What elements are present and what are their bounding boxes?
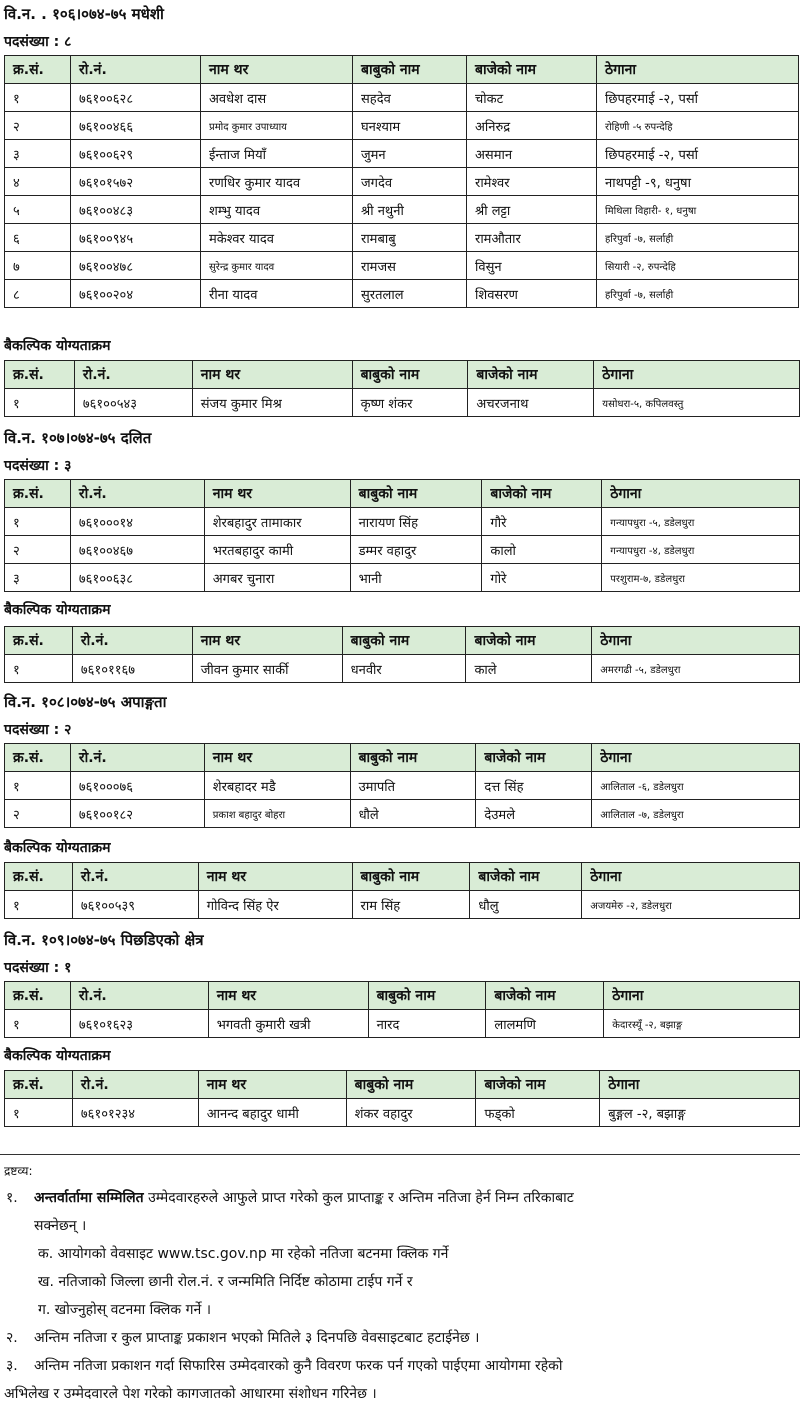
table-cell: डम्मर वहादुर: [350, 536, 482, 564]
table-cell: असमान: [467, 140, 597, 168]
column-header: क्र.सं.: [5, 982, 71, 1010]
note-3-continued: अभिलेख र उम्मेदवारले पेश गरेको कागजातको आधारमा संशोधन गरिनेछ ।: [4, 1386, 377, 1402]
table-cell: छिपहरमाई -२, पर्सा: [597, 140, 799, 168]
table-cell: कृष्ण शंकर: [352, 389, 468, 417]
table-cell: शिवसरण: [467, 280, 597, 308]
table-cell: ७६१०००७६: [70, 772, 204, 800]
note-1a: क. आयोगको वेवसाइट www.tsc.gov.np मा रहेको नतिजा बटनमा क्लिक गर्ने: [38, 1246, 449, 1262]
table-cell: परशुराम-७, डडेलधुरा: [602, 564, 800, 592]
column-header: बाजेको नाम: [476, 1071, 600, 1099]
table-row: [5, 800, 800, 828]
column-header: रो.नं.: [70, 982, 208, 1010]
header-row: [5, 361, 800, 389]
table-cell: भगवती कुमारी खत्री: [208, 1010, 368, 1038]
table-cell: ७: [5, 252, 71, 280]
table-cell: अवधेश दास: [201, 84, 353, 112]
table-row: [5, 168, 799, 196]
column-header: नाम थर: [204, 480, 350, 508]
table-cell: १: [5, 84, 71, 112]
table-cell: गन्यापधुरा -४, डडेलधुरा: [602, 536, 800, 564]
table-cell: मिथिला विहारी- १, धनुषा: [597, 196, 799, 224]
notes-heading: द्रष्टव्य:: [4, 1164, 33, 1178]
table-cell: धनवीर: [342, 655, 466, 683]
table-cell: यसोधरा-५, कपिलवस्तु: [594, 389, 800, 417]
table-cell: प्रमोद कुमार उपाध्याय: [201, 112, 353, 140]
divider: [0, 1154, 800, 1155]
header-row: [5, 480, 800, 508]
note-1-rest: उम्मेदवारहरुले आफुले प्राप्त गरेको कुल प्राप्ताङ्क र अन्तिम नतिजा हेर्न निम्न तरिकाबाट: [143, 1190, 574, 1206]
table-cell: देउमले: [476, 800, 592, 828]
note-2: अन्तिम नतिजा र कुल प्राप्ताङ्क प्रकाशन भएको मितिले ३ दिनपछि वेवसाइटबाट हटाईनेछ ।: [34, 1330, 480, 1346]
post-count: पदसंख्या : ३: [4, 458, 72, 474]
table-cell: ७६१०११६७: [72, 655, 192, 683]
table-row: [5, 112, 799, 140]
table-cell: १: [5, 891, 73, 919]
column-header: बाबुको नाम: [352, 361, 468, 389]
column-header: बाबुको नाम: [350, 744, 476, 772]
table-cell: अजयमेरु -२, डडेलधुरा: [582, 891, 800, 919]
column-header: बाबुको नाम: [342, 627, 466, 655]
column-header: बाबुको नाम: [368, 982, 486, 1010]
column-header: क्र.सं.: [5, 744, 71, 772]
table-row: [5, 196, 799, 224]
table-cell: १: [5, 389, 75, 417]
column-header: ठेगाना: [602, 480, 800, 508]
column-header: ठेगाना: [582, 863, 800, 891]
column-header: बाजेको नाम: [486, 982, 604, 1010]
table-cell: अचरजनाथ: [468, 389, 594, 417]
post-count: पदसंख्या : १: [4, 960, 72, 976]
column-header: रो.नं.: [72, 627, 192, 655]
table-row: [5, 536, 800, 564]
column-header: बाजेको नाम: [467, 56, 597, 84]
table-cell: ६: [5, 224, 71, 252]
table-cell: आनन्द बहादुर धामी: [198, 1099, 346, 1127]
section-title: वि.न. . १०६।०७४-७५ मधेशी: [4, 5, 164, 23]
table-row: [5, 252, 799, 280]
column-header: क्र.सं.: [5, 627, 73, 655]
alternate-list-title: बैकल्पिक योग्यताक्रम: [4, 338, 111, 354]
table-cell: लालमणि: [486, 1010, 604, 1038]
table-cell: १: [5, 772, 71, 800]
table-cell: ४: [5, 168, 71, 196]
table-cell: गोविन्द सिंह ऐर: [198, 891, 352, 919]
table-cell: ७६१००६३८: [70, 564, 204, 592]
column-header: क्र.सं.: [5, 56, 71, 84]
table-cell: ७६१००१८२: [70, 800, 204, 828]
table-row: [5, 1099, 800, 1127]
candidates-table: [4, 55, 799, 308]
table-cell: ८: [5, 280, 71, 308]
table-cell: उमापति: [350, 772, 476, 800]
column-header: ठेगाना: [594, 361, 800, 389]
table-cell: ७६१००५३९: [72, 891, 198, 919]
column-header: बाबुको नाम: [346, 1071, 476, 1099]
column-header: नाम थर: [192, 627, 342, 655]
table-cell: २: [5, 112, 71, 140]
alternate-candidates-table: [4, 862, 800, 919]
table-row: [5, 508, 800, 536]
column-header: रो.नं.: [70, 480, 204, 508]
column-header: रो.नं.: [72, 863, 198, 891]
column-header: नाम थर: [198, 1071, 346, 1099]
column-header: रो.नं.: [74, 361, 192, 389]
table-cell: १: [5, 1010, 71, 1038]
table-cell: विसुन: [467, 252, 597, 280]
note-3: अन्तिम नतिजा प्रकाशन गर्दा सिफारिस उम्मेदवारको कुनै विवरण फरक पर्न गएको पाईएमा आयोगमा रहेको: [34, 1358, 563, 1374]
table-cell: सुरेन्द्र कुमार यादव: [201, 252, 353, 280]
table-cell: सुरतलाल: [353, 280, 467, 308]
table-cell: नारद: [368, 1010, 486, 1038]
table-cell: रोहिणी -५ रुपन्देहि: [597, 112, 799, 140]
table-cell: केदारस्यूँ -२, बझाङ्ग: [604, 1010, 800, 1038]
post-count: पदसंख्या : ८: [4, 34, 72, 50]
table-cell: धौले: [350, 800, 476, 828]
table-cell: ७६१००४६६: [71, 112, 201, 140]
column-header: बाबुको नाम: [353, 56, 467, 84]
table-cell: श्री लट्टा: [467, 196, 597, 224]
table-cell: कालो: [482, 536, 602, 564]
table-cell: जगदेव: [353, 168, 467, 196]
table-cell: १: [5, 508, 71, 536]
table-cell: धौलु: [470, 891, 582, 919]
note-1-bold: अन्तर्वार्तामा सम्मिलित: [34, 1190, 144, 1206]
table-cell: ७६१००२०४: [71, 280, 201, 308]
table-row: [5, 84, 799, 112]
table-cell: छिपहरमाई -२, पर्सा: [597, 84, 799, 112]
column-header: बाबुको नाम: [352, 863, 470, 891]
table-cell: बुङ्गल -२, बझाङ्ग: [600, 1099, 800, 1127]
header-row: [5, 863, 800, 891]
note-1c: ग. खोज्नुहोस् वटनमा क्लिक गर्ने ।: [38, 1302, 212, 1318]
table-cell: श्री नथुनी: [353, 196, 467, 224]
table-cell: ३: [5, 564, 71, 592]
table-cell: नाथपट्टी -९, धनुषा: [597, 168, 799, 196]
table-row: [5, 224, 799, 252]
table-cell: ७६१००४७८: [71, 252, 201, 280]
table-cell: ७६१०१२३४: [72, 1099, 198, 1127]
table-cell: ईन्ताज मियाँ: [201, 140, 353, 168]
table-cell: गौरे: [482, 508, 602, 536]
table-cell: २: [5, 800, 71, 828]
alternate-candidates-table: [4, 360, 800, 417]
table-cell: रामजस: [353, 252, 467, 280]
table-cell: ७६१००९४५: [71, 224, 201, 252]
note-1b: ख. नतिजाको जिल्ला छानी रोल.नं. र जन्ममिति निर्दिष्ट कोठामा टाईप गर्ने र: [38, 1274, 413, 1290]
table-cell: ७६१००६२८: [71, 84, 201, 112]
table-cell: गन्यापधुरा -५, डडेलधुरा: [602, 508, 800, 536]
column-header: बाजेको नाम: [476, 744, 592, 772]
column-header: नाम थर: [192, 361, 352, 389]
table-cell: राम सिंह: [352, 891, 470, 919]
table-cell: चोकट: [467, 84, 597, 112]
table-cell: रीना यादव: [201, 280, 353, 308]
column-header: रो.नं.: [72, 1071, 198, 1099]
candidates-table: [4, 981, 800, 1038]
column-header: क्र.सं.: [5, 480, 71, 508]
table-cell: जुमन: [353, 140, 467, 168]
table-cell: गोरे: [482, 564, 602, 592]
table-cell: अगबर चुनारा: [204, 564, 350, 592]
table-cell: सियारी -२, रुपन्देहि: [597, 252, 799, 280]
table-cell: अनिरुद्र: [467, 112, 597, 140]
table-row: [5, 389, 800, 417]
table-row: [5, 891, 800, 919]
table-cell: ७६१०००१४: [70, 508, 204, 536]
column-header: ठेगाना: [592, 627, 800, 655]
column-header: नाम थर: [201, 56, 353, 84]
table-cell: आलिताल -७, डडेलधुरा: [592, 800, 800, 828]
column-header: क्र.सं.: [5, 1071, 73, 1099]
column-header: बाजेको नाम: [468, 361, 594, 389]
note-1-continued: सक्नेछन् ।: [34, 1218, 87, 1234]
header-row: [5, 56, 799, 84]
note-2-number: २.: [6, 1330, 18, 1346]
table-cell: ७६१००४६७: [70, 536, 204, 564]
candidates-table: [4, 743, 800, 828]
table-cell: २: [5, 536, 71, 564]
table-cell: काले: [466, 655, 592, 683]
table-row: [5, 564, 800, 592]
column-header: नाम थर: [198, 863, 352, 891]
table-cell: ७६१००५४३: [74, 389, 192, 417]
note-3-number: ३.: [6, 1358, 18, 1374]
table-cell: मकेश्वर यादव: [201, 224, 353, 252]
column-header: ठेगाना: [597, 56, 799, 84]
table-row: [5, 655, 800, 683]
section-title: वि.न. १०८।०७४-७५ अपाङ्गता: [4, 693, 167, 711]
table-cell: नारायण सिंह: [350, 508, 482, 536]
table-row: [5, 140, 799, 168]
table-cell: ७६१००४८३: [71, 196, 201, 224]
table-cell: रामेश्वर: [467, 168, 597, 196]
post-count: पदसंख्या : २: [4, 722, 72, 738]
table-cell: ३: [5, 140, 71, 168]
table-cell: ७६१०१६२३: [70, 1010, 208, 1038]
alternate-list-title: बैकल्पिक योग्यताक्रम: [4, 1048, 111, 1064]
column-header: क्र.सं.: [5, 863, 73, 891]
column-header: रो.नं.: [70, 744, 204, 772]
table-cell: शंकर वहादुर: [346, 1099, 476, 1127]
column-header: बाजेको नाम: [466, 627, 592, 655]
table-cell: अमरगढी -५, डडेलधुरा: [592, 655, 800, 683]
alternate-list-title: बैकल्पिक योग्यताक्रम: [4, 602, 111, 618]
column-header: क्र.सं.: [5, 361, 75, 389]
header-row: [5, 982, 800, 1010]
table-cell: जीवन कुमार सार्की: [192, 655, 342, 683]
table-cell: शम्भु यादव: [201, 196, 353, 224]
table-cell: रामबाबु: [353, 224, 467, 252]
table-cell: हरिपुर्वा -७, सर्लाही: [597, 224, 799, 252]
table-cell: भानी: [350, 564, 482, 592]
table-row: [5, 1010, 800, 1038]
table-cell: संजय कुमार मिश्र: [192, 389, 352, 417]
table-cell: ५: [5, 196, 71, 224]
table-cell: घनश्याम: [353, 112, 467, 140]
table-row: [5, 772, 800, 800]
table-cell: सहदेव: [353, 84, 467, 112]
table-cell: शेरबहादुर तामाकार: [204, 508, 350, 536]
table-cell: ७६१०१५७२: [71, 168, 201, 196]
header-row: [5, 744, 800, 772]
column-header: बाजेको नाम: [470, 863, 582, 891]
section-title: वि.न. १०९।०७४-७५ पिछडिएको क्षेत्र: [4, 931, 204, 949]
table-cell: आलिताल -६, डडेलधुरा: [592, 772, 800, 800]
column-header: ठेगाना: [604, 982, 800, 1010]
header-row: [5, 627, 800, 655]
column-header: ठेगाना: [592, 744, 800, 772]
table-cell: प्रकाश बहादुर बोहरा: [204, 800, 350, 828]
candidates-table: [4, 479, 800, 592]
table-cell: १: [5, 1099, 73, 1127]
table-cell: भरतबहादुर कामी: [204, 536, 350, 564]
table-cell: शेरबहादर मडै: [204, 772, 350, 800]
alternate-candidates-table: [4, 626, 800, 683]
table-cell: फड्को: [476, 1099, 600, 1127]
note-1-number: १.: [6, 1190, 18, 1206]
column-header: बाजेको नाम: [482, 480, 602, 508]
table-cell: दत्त सिंह: [476, 772, 592, 800]
table-row: [5, 280, 799, 308]
table-cell: १: [5, 655, 73, 683]
column-header: नाम थर: [204, 744, 350, 772]
table-cell: हरिपुर्वा -७, सर्लाही: [597, 280, 799, 308]
column-header: नाम थर: [208, 982, 368, 1010]
header-row: [5, 1071, 800, 1099]
column-header: ठेगाना: [600, 1071, 800, 1099]
alternate-list-title: बैकल्पिक योग्यताक्रम: [4, 840, 111, 856]
table-cell: ७६१००६२९: [71, 140, 201, 168]
column-header: बाबुको नाम: [350, 480, 482, 508]
table-cell: रामऔतार: [467, 224, 597, 252]
alternate-candidates-table: [4, 1070, 800, 1127]
note-1: [34, 1188, 574, 1207]
table-cell: रणधिर कुमार यादव: [201, 168, 353, 196]
section-title: वि.न. १०७।०७४-७५ दलित: [4, 429, 152, 447]
column-header: रो.नं.: [71, 56, 201, 84]
